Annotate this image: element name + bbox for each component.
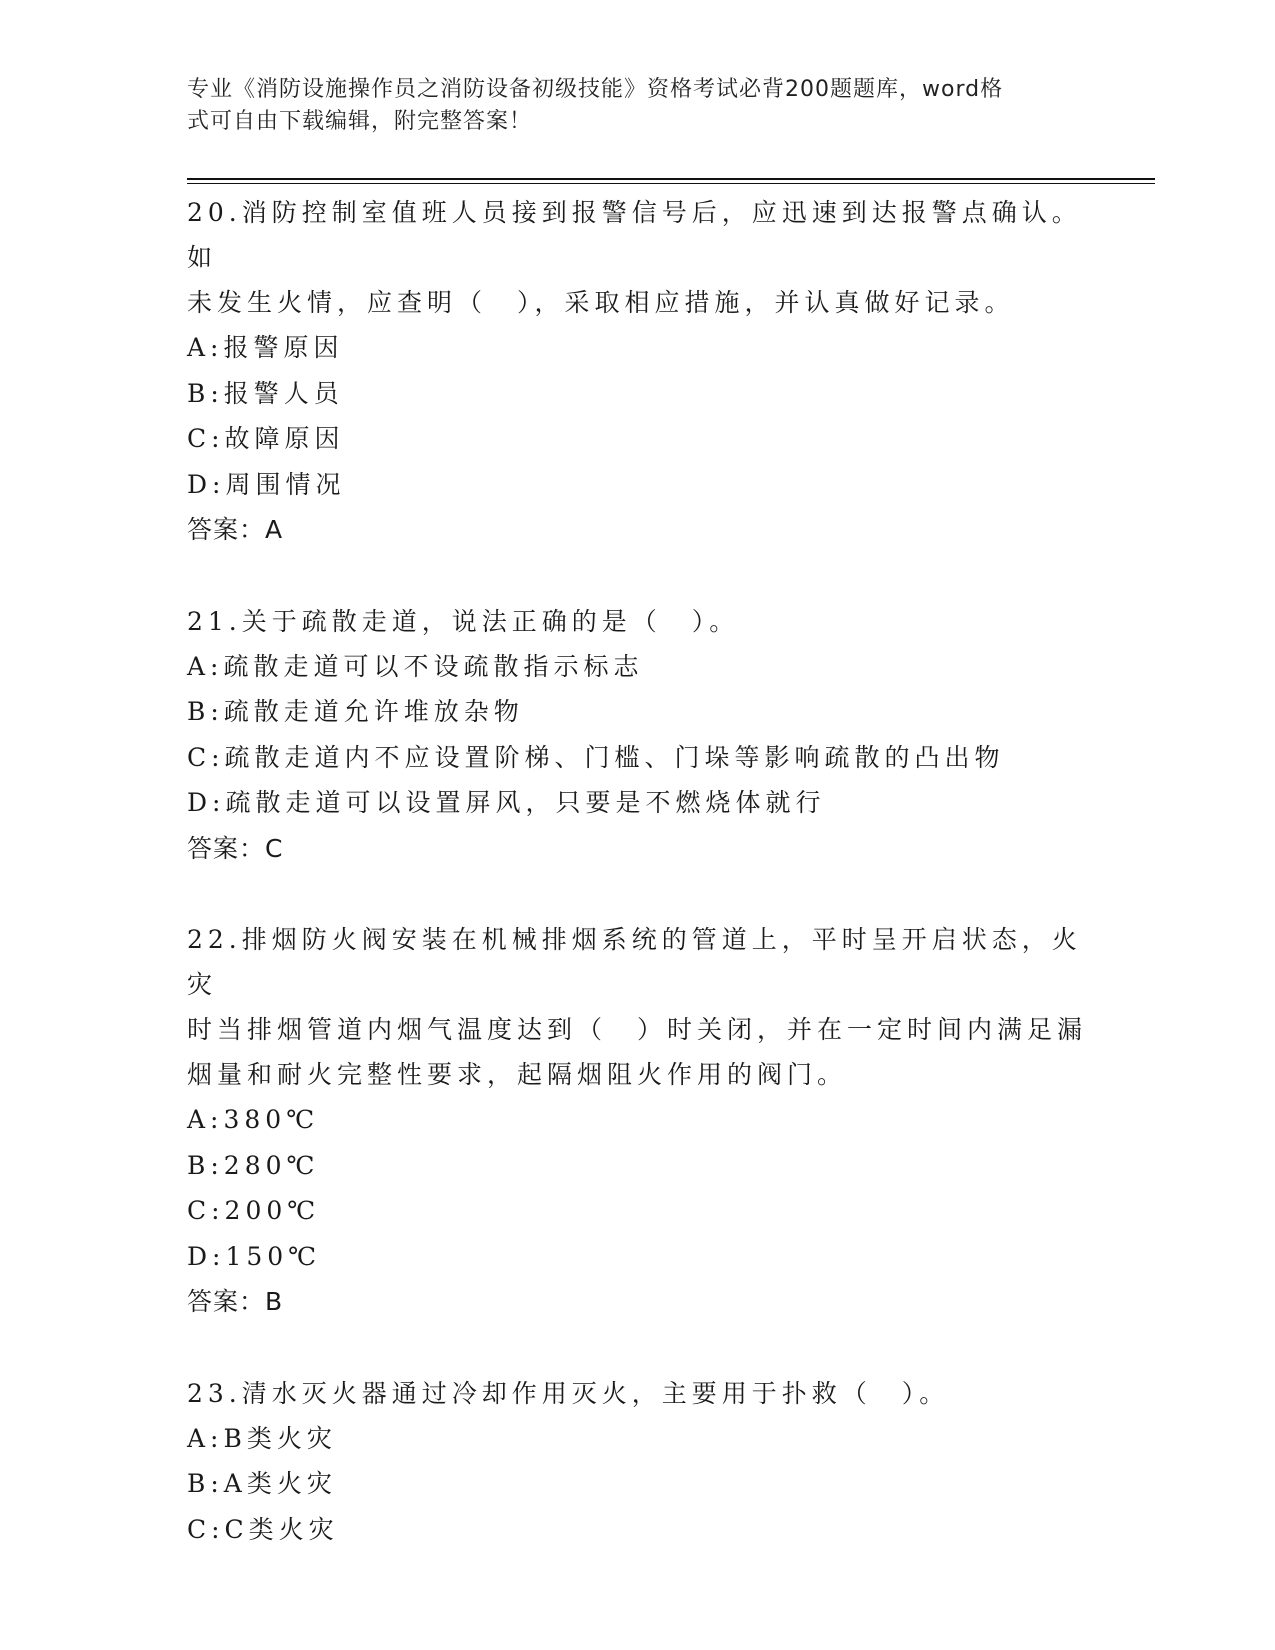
question-stem bbox=[187, 1371, 1087, 1416]
question-stem bbox=[187, 917, 1087, 1097]
option-b: B:A类火灾 bbox=[187, 1469, 337, 1498]
stem-line: 21.关于疏散走道，说法正确的是（ ）。 bbox=[187, 606, 740, 636]
option-a: A:报警原因 bbox=[187, 333, 344, 362]
question-23 bbox=[187, 1371, 1087, 1553]
question-stem bbox=[187, 190, 1087, 325]
answer: 答案：B bbox=[187, 1287, 284, 1316]
option-c: C:200℃ bbox=[187, 1196, 321, 1225]
option-c: C:故障原因 bbox=[187, 424, 345, 453]
option-d: D:周围情况 bbox=[187, 469, 346, 499]
question-20 bbox=[187, 190, 1087, 553]
question-22 bbox=[187, 917, 1087, 1325]
option-a: A:B类火灾 bbox=[187, 1423, 337, 1453]
stem-line: 时当排烟管道内烟气温度达到（ ）时关闭，并在一定时间内满足漏 bbox=[187, 1015, 1088, 1044]
stem-line: 未发生火情，应查明（ ），采取相应措施，并认真做好记录。 bbox=[187, 288, 1015, 317]
document-header bbox=[187, 74, 1067, 138]
option-a: A:380℃ bbox=[187, 1105, 320, 1134]
option-b: B:疏散走道允许堆放杂物 bbox=[187, 697, 524, 726]
header-line-2: 式可自由下载编辑，附完整答案！ bbox=[187, 109, 533, 134]
option-d: D:疏散走道可以设置屏风，只要是不燃烧体就行 bbox=[187, 788, 826, 817]
header-line-1: 专业《消防设施操作员之消防设备初级技能》资格考试必背200题题库，word格 bbox=[187, 77, 1004, 102]
question-list bbox=[187, 190, 1087, 1598]
option-b: B:报警人员 bbox=[187, 378, 344, 408]
stem-line: 22.排烟防火阀安装在机械排烟系统的管道上，平时呈开启状态，火灾 bbox=[187, 925, 1082, 999]
stem-line: 20.消防控制室值班人员接到报警信号后，应迅速到达报警点确认。如 bbox=[187, 198, 1082, 272]
question-stem bbox=[187, 599, 1087, 644]
header-divider bbox=[187, 178, 1155, 184]
option-d: D:150℃ bbox=[187, 1241, 322, 1271]
option-b: B:280℃ bbox=[187, 1150, 320, 1180]
question-21 bbox=[187, 599, 1087, 872]
answer: 答案：A bbox=[187, 515, 284, 544]
option-c: C:疏散走道内不应设置阶梯、门槛、门垛等影响疏散的凸出物 bbox=[187, 742, 1005, 772]
stem-line: 烟量和耐火完整性要求，起隔烟阻火作用的阀门。 bbox=[187, 1060, 848, 1089]
stem-line: 23.清水灭火器通过冷却作用灭火，主要用于扑救（ ）。 bbox=[187, 1378, 950, 1408]
option-a: A:疏散走道可以不设疏散指示标志 bbox=[187, 651, 644, 681]
answer: 答案：C bbox=[187, 833, 284, 863]
option-c: C:C类火灾 bbox=[187, 1514, 339, 1544]
